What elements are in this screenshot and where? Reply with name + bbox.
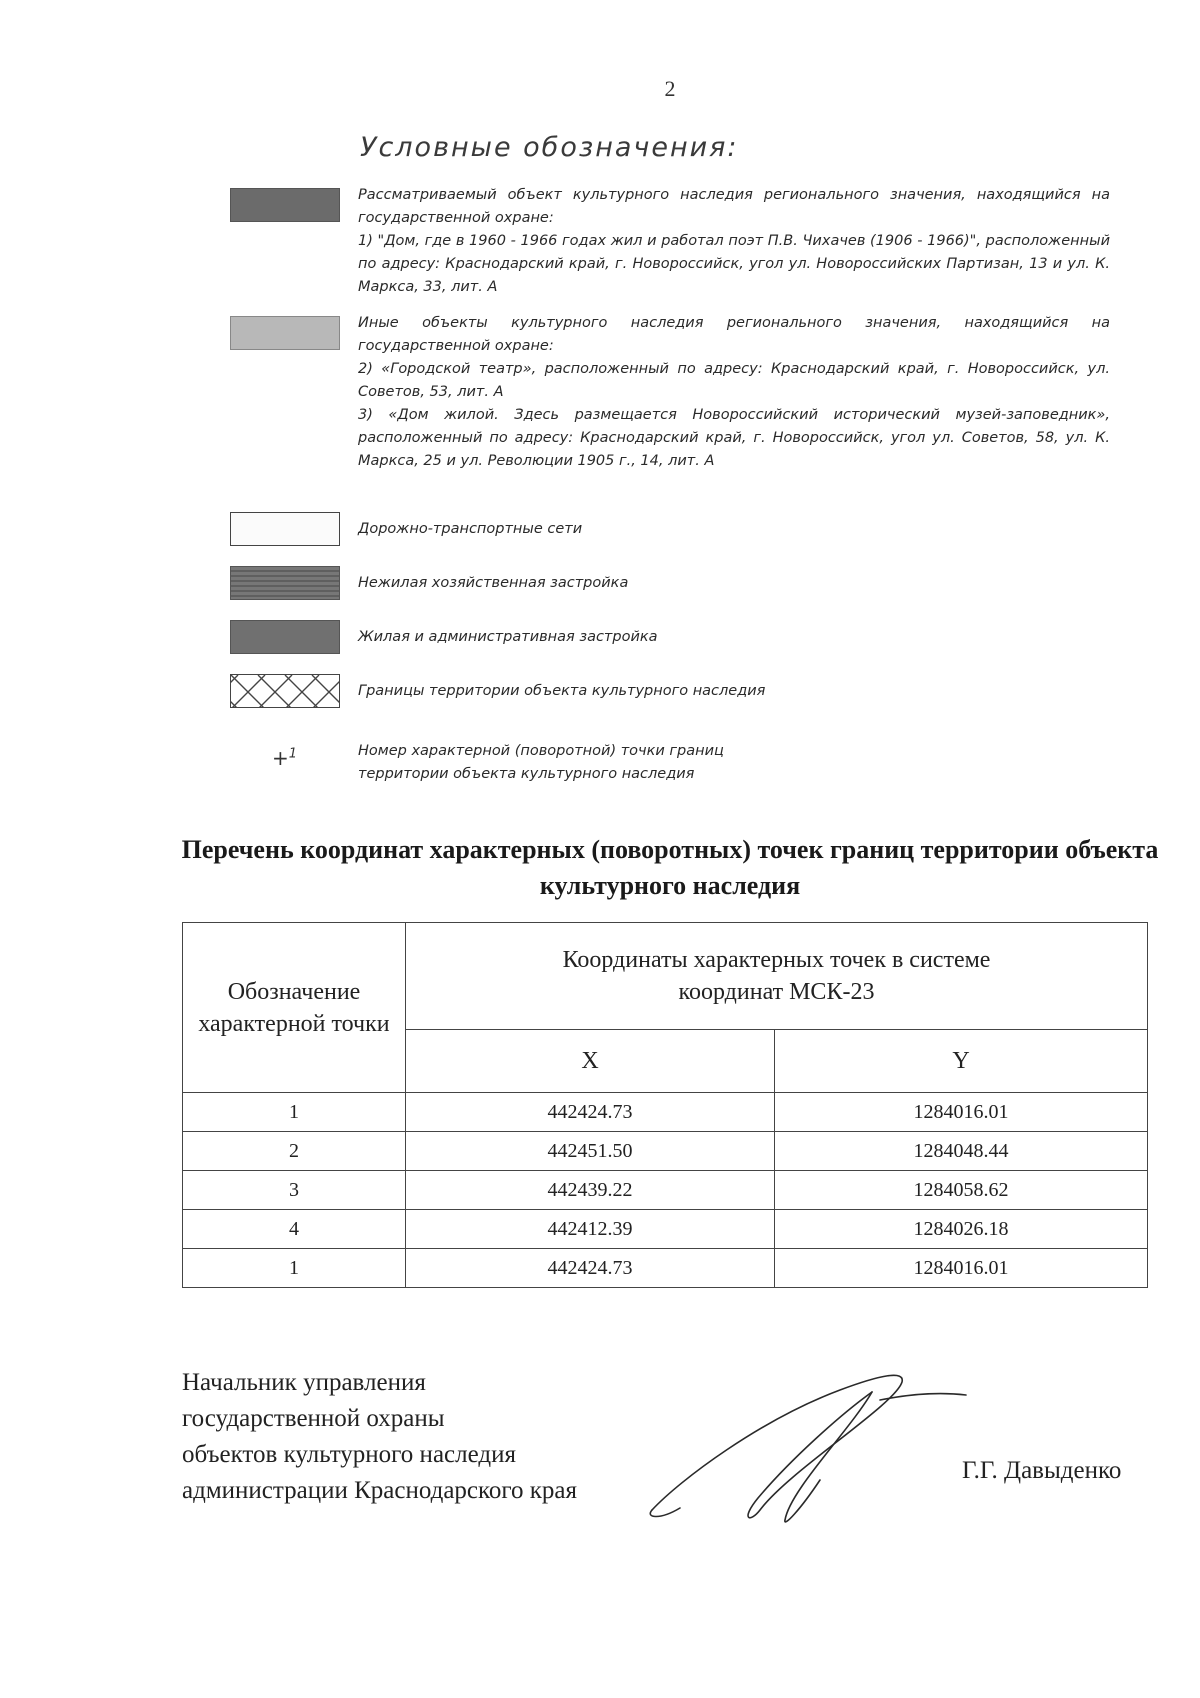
legend-paragraph: Рассматриваемый объект культурного наследия регионального значения, находящийся на государственной охране: (358, 187, 1110, 226)
light-gray-fill-swatch (230, 316, 340, 350)
header-y: Y (775, 1030, 1148, 1093)
table-row (183, 1132, 1148, 1171)
header-point: Обозначение характерной точки (183, 923, 406, 1093)
signer-position-line: объектов культурного наследия (182, 1441, 516, 1468)
cell-point: 4 (183, 1210, 406, 1249)
white-fill-swatch (230, 512, 340, 546)
cell-y: 1284016.01 (775, 1093, 1148, 1132)
legend-paragraph: 3) «Дом жилой. Здесь размещается Новороссийский исторический музей-заповедник», расположенный по адресу: Краснодарский край, г. Новороссийск, угол ул. Советов, 58, ул. К. Маркса, 25 и ул. Революции 1905 г., 14, лит. А (358, 407, 1110, 469)
cell-x: 442451.50 (406, 1132, 775, 1171)
legend-item-text: Дорожно-транспортные сети (358, 521, 583, 537)
gray-fill-swatch (230, 620, 340, 654)
cell-point: 1 (183, 1249, 406, 1288)
table-row (183, 1249, 1148, 1288)
legend-item-text (358, 184, 1110, 299)
signer-position (182, 1365, 577, 1509)
legend-paragraph: Иные объекты культурного наследия регионального значения, находящийся на государственной охране: (358, 315, 1110, 354)
signer-position-line: государственной охраны (182, 1405, 445, 1432)
cell-point: 3 (183, 1171, 406, 1210)
table-row (183, 1171, 1148, 1210)
marker-label: 1 (288, 746, 298, 762)
table-row (183, 1093, 1148, 1132)
legend-paragraph: 1) "Дом, где в 1960 - 1966 годах жил и работал поэт П.В. Чихачев (1906 - 1966)", расположенный по адресу: Краснодарский край, г. Новороссийск, угол ул. Новороссийских Партизан, 13 и ул. К. Маркса, 33, лит. А (358, 233, 1110, 295)
legend-title: Условные обозначения: (360, 132, 739, 163)
legend-item-text: Нежилая хозяйственная застройка (358, 575, 629, 591)
point-marker-icon: +$^1$ (272, 746, 298, 770)
header-coords: Координаты характерных точек в системе координат МСК-23 (406, 923, 1148, 1030)
striped-gray-swatch (230, 566, 340, 600)
cell-x: 442424.73 (406, 1249, 775, 1288)
page-number: 2 (664, 76, 676, 101)
cell-point: 2 (183, 1132, 406, 1171)
table-row (183, 1210, 1148, 1249)
legend-item-text: Жилая и административная застройка (358, 629, 658, 645)
coordinates-table (182, 922, 1148, 1288)
dark-gray-fill-swatch (230, 188, 340, 222)
header-x: X (406, 1030, 775, 1093)
cell-y: 1284016.01 (775, 1249, 1148, 1288)
coordinates-title: Перечень координат характерных (поворотных) точек границ территории объекта культурного наследия (181, 835, 1159, 900)
cell-x: 442424.73 (406, 1093, 775, 1132)
cell-y: 1284048.44 (775, 1132, 1148, 1171)
cell-y: 1284026.18 (775, 1210, 1148, 1249)
legend-item-text (358, 312, 1110, 473)
signer-position-line: Начальник управления (182, 1369, 426, 1396)
legend-paragraph: 2) «Городской театр», расположенный по адресу: Краснодарский край, г. Новороссийск, ул. Советов, 53, лит. А (358, 361, 1110, 400)
cell-point: 1 (183, 1093, 406, 1132)
legend-item-text: Границы территории объекта культурного наследия (358, 683, 766, 699)
legend-item-text: Номер характерной (поворотной) точки границ территории объекта культурного наследия (358, 743, 724, 782)
cell-x: 442412.39 (406, 1210, 775, 1249)
cell-y: 1284058.62 (775, 1171, 1148, 1210)
handwritten-signature (640, 1360, 970, 1530)
crosshatch-border-swatch (230, 674, 340, 708)
cell-x: 442439.22 (406, 1171, 775, 1210)
signer-position-line: администрации Краснодарского края (182, 1477, 578, 1504)
signer-name: Г.Г. Давыденко (962, 1457, 1122, 1484)
